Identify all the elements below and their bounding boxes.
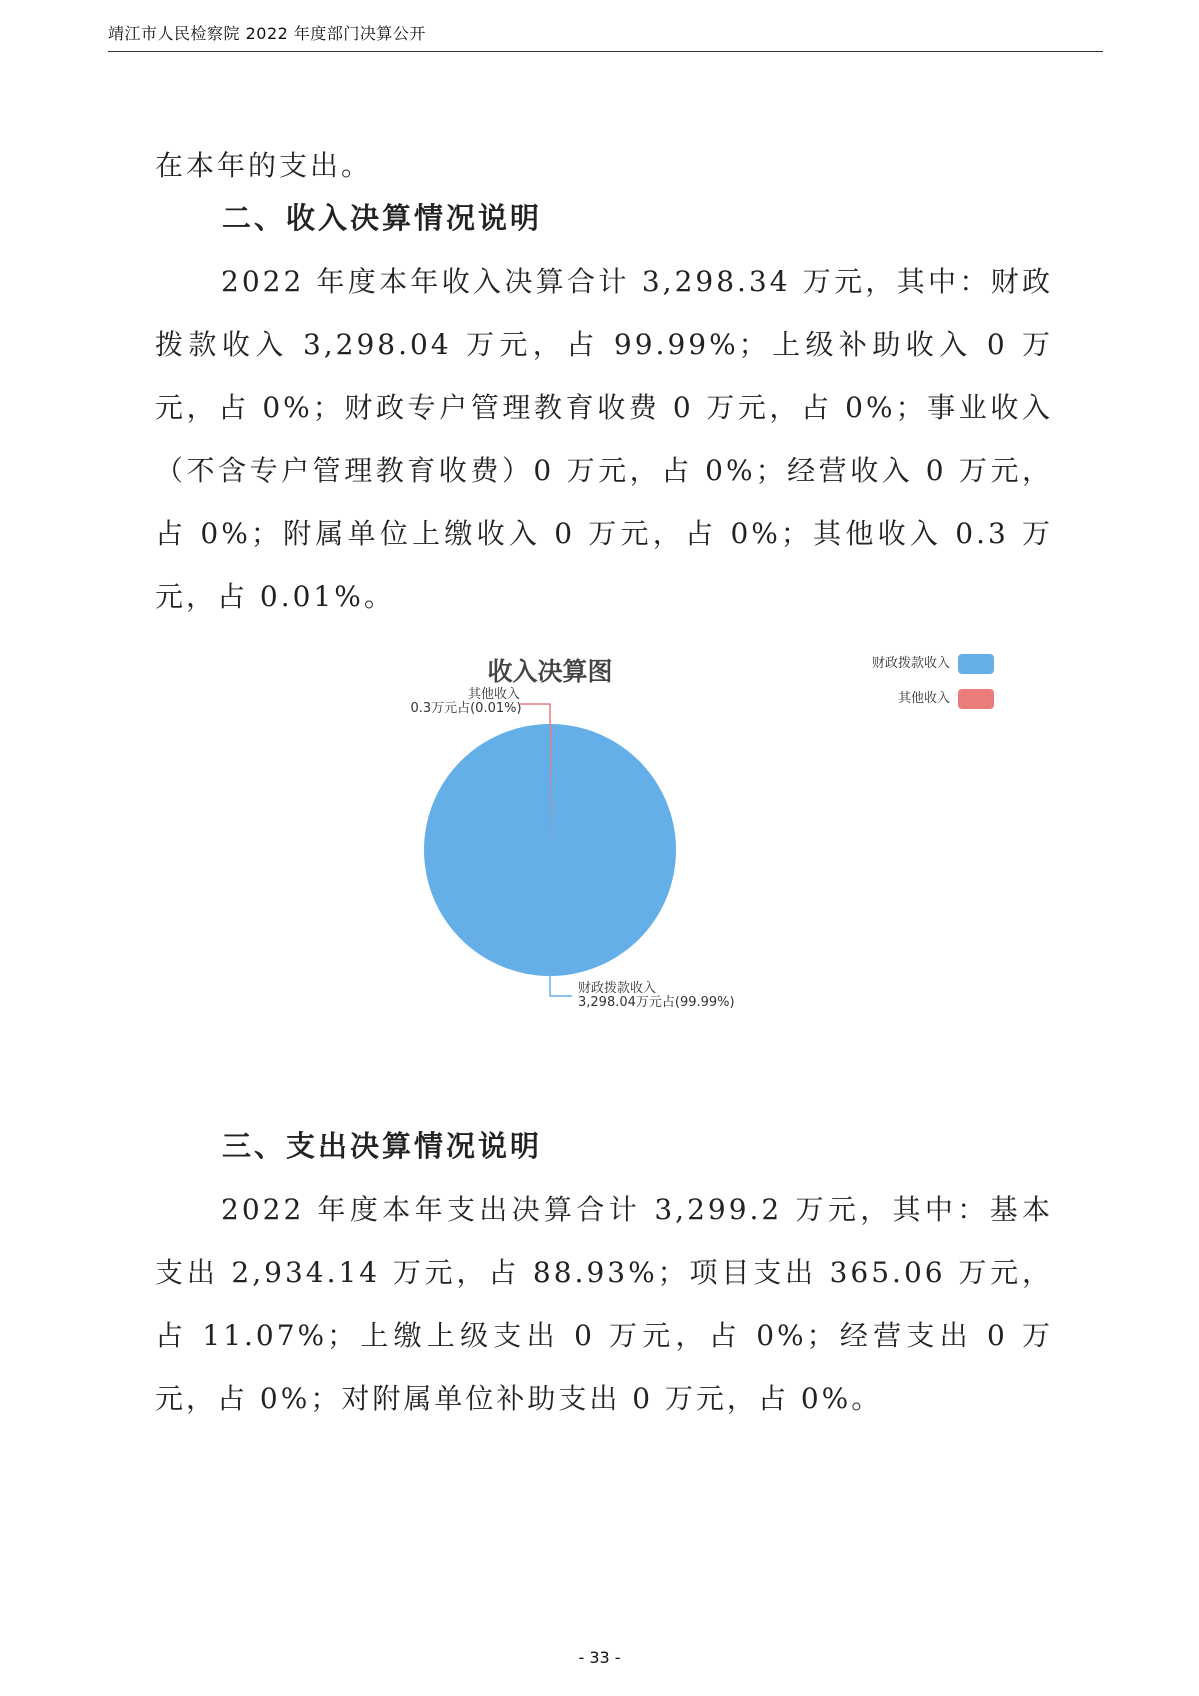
pie-label-fiscal-value: 3,298.04万元占(99.99%)	[578, 995, 735, 1010]
section-heading-income: 二、收入决算情况说明	[222, 201, 543, 235]
chart-title: 收入决算图	[487, 657, 613, 686]
legend-label-other: 其他收入	[897, 691, 950, 706]
continuation-paragraph: 在本年的支出。	[155, 149, 373, 182]
legend-swatch-fiscal	[958, 654, 994, 674]
page-header	[108, 20, 1103, 52]
income-pie-chart	[400, 640, 1100, 1100]
section-heading-expenditure: 三、支出决算情况说明	[222, 1129, 543, 1163]
pie-label-other-value: 0.3万元占(0.01%)	[410, 701, 522, 716]
expenditure-paragraph: 2022 年度本年支出决算合计 3,299.2 万元，其中：基本支出 2,934.14 万元，占 88.93%；项目支出 365.06 万元，占 11.07%；上缴上级支出 0 万元，占 0%；经营支出 0 万元，占 0%；对附属单位补助支出 0 万元，占 0%。	[155, 1193, 1053, 1415]
page-number: - 33 -	[578, 1648, 621, 1667]
legend-label-fiscal: 财政拨款收入	[871, 656, 950, 671]
income-paragraph: 2022 年度本年收入决算合计 3,298.34 万元，其中：财政拨款收入 3,298.04 万元，占 99.99%；上级补助收入 0 万元，占 0%；财政专户管理教育收费 0 万元，占 0%；事业收入（不含专户管理教育收费）0 万元，占 0%；经营收入 0 万元，占 0%；附属单位上缴收入 0 万元，占 0%；其他收入 0.3 万元，占 0.01%。	[155, 265, 1053, 613]
leader-line-other	[520, 704, 550, 724]
leader-line-fiscal	[550, 976, 572, 996]
header-title: 靖江市人民检察院 2022 年度部门决算公开	[108, 24, 426, 43]
pie-label-fiscal-name: 财政拨款收入	[578, 981, 657, 996]
pie-label-other-name: 其他收入	[467, 687, 521, 702]
page-footer	[0, 1648, 1199, 1667]
pie-chart-svg	[400, 640, 1100, 1100]
legend-swatch-other	[958, 689, 994, 709]
